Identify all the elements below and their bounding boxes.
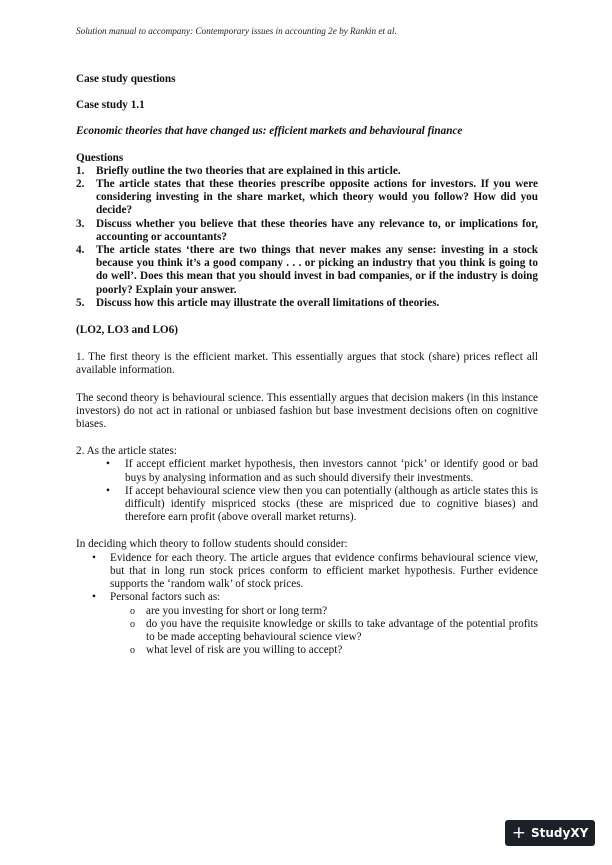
article-title: Economic theories that have changed us: efficient markets and behavioural finance (76, 125, 463, 138)
case-title: Case study 1.1 (76, 99, 145, 112)
circle-bullet-icon: o (130, 605, 135, 617)
answer-2-intro: 2. As the article states: (76, 445, 177, 458)
question-text: Discuss how this article may illustrate the overall limitations of theories. (96, 296, 440, 309)
badge-label: StudyXY (530, 826, 589, 840)
question-item (76, 165, 538, 178)
question-number: 1. (76, 164, 85, 177)
bullet-text: If accept behavioural science view then you can potentially (although as article states this is difficult) identify mispriced stocks (these are mispriced due to cognitive biases) and therefore earn profit (above overall market returns). (125, 484, 538, 524)
consider-bullets (76, 552, 538, 658)
question-number: 4. (76, 244, 85, 257)
personal-factors-list (110, 605, 538, 658)
bullet-text: If accept efficient market hypothesis, then investors cannot ‘pick’ or identify good or bad buys by analysing information and as such should diversify their investments. (125, 458, 538, 484)
learning-objectives: (LO2, LO3 and LO6) (76, 324, 178, 337)
question-text: Briefly outline the two theories that are explained in this article. (96, 164, 401, 177)
bullet-text: Evidence for each theory. The article argues that evidence confirms behavioural science view, but that in long run stock prices conform to efficient market hypothesis. Further evidence supports the ‘random walk’ of stock prices. (110, 551, 538, 591)
bullet-text: Personal factors such as: (110, 591, 221, 604)
list-item (110, 644, 538, 657)
bullet-icon: • (92, 591, 96, 604)
question-item (76, 244, 538, 297)
section-title: Case study questions (76, 73, 176, 85)
bullet-text: what level of risk are you willing to accept? (146, 644, 343, 657)
list-item (76, 591, 538, 657)
circle-bullet-icon: o (130, 645, 135, 657)
question-number: 2. (76, 178, 85, 191)
bullet-icon: • (106, 484, 110, 497)
bullet-text: do you have the requisite knowledge or skills to take advantage of the potential profits to be made accepting behavioural science view? (146, 617, 538, 643)
question-text: The article states that these theories prescribe opposite actions for investors. If you were considering investing in the share market, which theory would you follow? How did you decide? (96, 178, 538, 217)
question-text: Discuss whether you believe that these theories have any relevance to, or implications for, accounting or accountants? (96, 217, 538, 243)
document-body (76, 73, 538, 657)
consider-intro: In deciding which theory to follow students should consider: (76, 538, 348, 551)
question-item (76, 297, 538, 310)
plus-icon: + (511, 822, 526, 843)
list-item (76, 485, 538, 525)
list-item (110, 618, 538, 644)
question-item (76, 178, 538, 218)
question-number: 5. (76, 296, 85, 309)
list-item (76, 552, 538, 592)
bullet-icon: • (92, 551, 96, 564)
question-text: The article states ‘there are two things that never makes any sense: investing in a stock because you think it’s a good company . . . or picking an industry that you think is going to do well’. Does this mean that you should invest in bad companies, or if the industry is doing poorly? Explain your answer. (96, 244, 538, 296)
running-head: Solution manual to accompany: Contemporary issues in accounting 2e by Rankin et al. (76, 26, 397, 36)
answer-1-paragraph: 1. The first theory is the efficient market. This essentially argues that stock (share) prices reflect all available information. (76, 351, 538, 377)
list-item (110, 605, 538, 618)
answer-1-paragraph-2: The second theory is behavioural science. This essentially argues that decision makers (in this instance investors) do not act in rational or unbiased fashion but base investment decisions often on cognitive biases. (76, 391, 538, 431)
list-item (76, 458, 538, 484)
bullet-text: are you investing for short or long term? (146, 604, 328, 617)
questions-heading: Questions (76, 151, 124, 164)
bullet-icon: • (106, 458, 110, 471)
questions-list (76, 165, 538, 310)
studyxy-badge[interactable] (505, 820, 595, 846)
answer-2-bullets (76, 458, 538, 524)
circle-bullet-icon: o (130, 618, 135, 630)
question-item (76, 218, 538, 244)
question-number: 3. (76, 217, 85, 230)
